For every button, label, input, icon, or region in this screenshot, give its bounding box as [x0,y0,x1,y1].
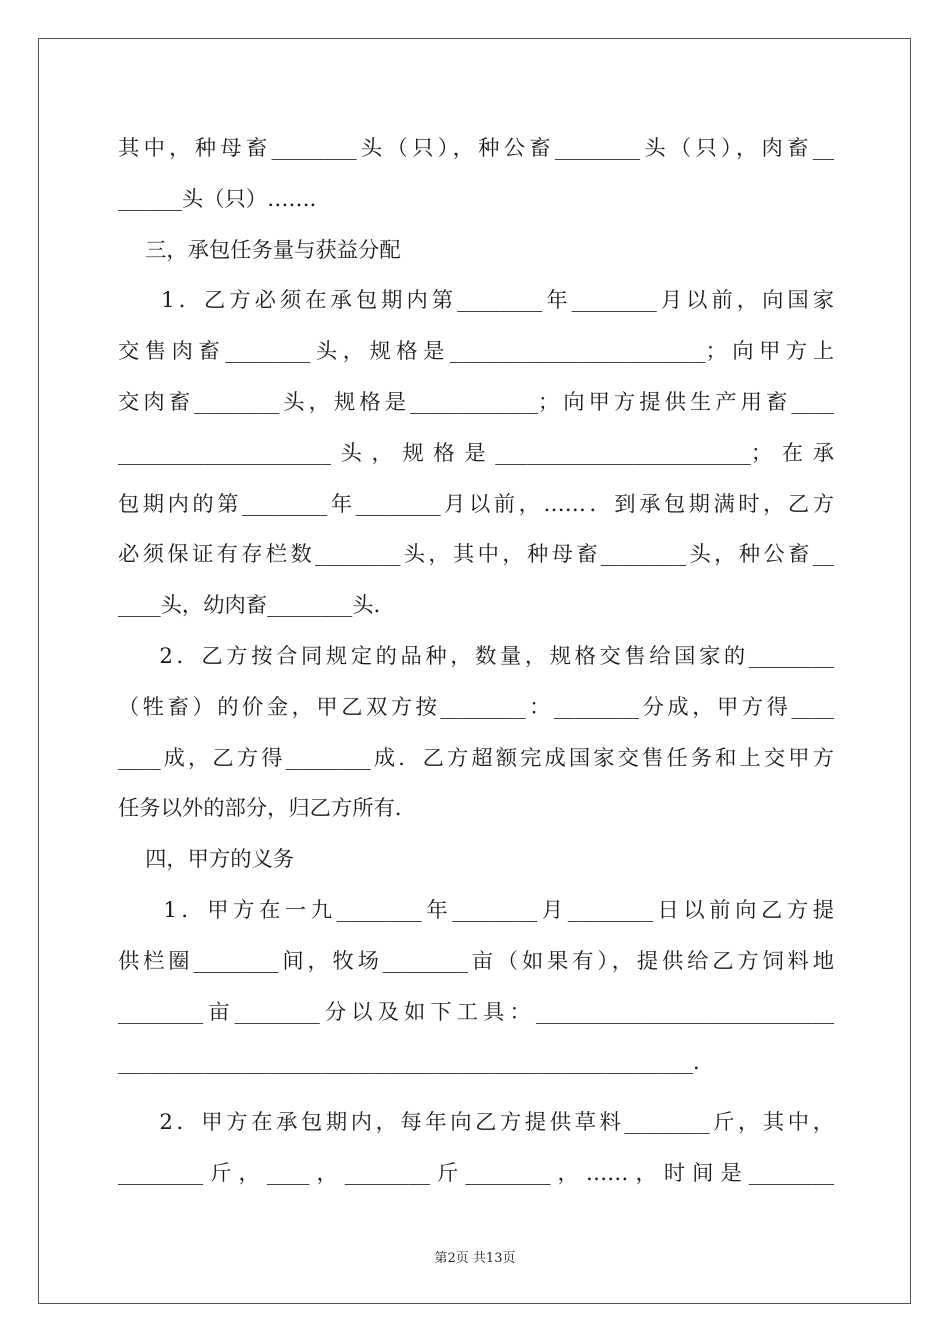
text-line: ____成，乙方得________成．乙方超额完成国家交售任务和上交甲方 [118,745,834,771]
text-line: ________亩________分以及如下工具：____________________________ [118,999,834,1025]
text-line: 1．甲方在一九________年________月________日以前向乙方提 [118,897,834,923]
text-line: 1．乙方必须在承包期内第________年________月以前，向国家 [118,288,834,314]
text-line: 2．乙方按合同规定的品种，数量，规格交售给国家的________ [118,643,834,669]
text-line: 其中，种母畜________头（只），种公畜________头（只），肉畜__ [118,136,834,161]
text-line: （牲畜）的价金，甲乙双方按________：________分成，甲方得____ [118,694,834,720]
text-line: 必须保证有存栏数________头，其中，种母畜________头，种公畜__ [118,542,834,568]
text-line: 2．甲方在承包期内，每年向乙方提供草料________斤，其中， [118,1110,834,1136]
text-line: 交售肉畜________头，规格是________________________；向甲方上 [118,339,834,365]
text-line: ________斤，____，________斤________，……，时间是________ [118,1160,834,1186]
section-heading: 四，甲方的义务 [118,847,295,873]
text-line: ____头，幼肉畜________头． [118,593,395,619]
text-line: ______头（只）……． [118,186,331,212]
text-line: ______________________________________________________． [118,1050,715,1076]
text-line: ____________________头，规格是________________________；在承 [118,440,834,466]
text-line: 包期内的第________年________月以前，……．到承包期满时，乙方 [118,491,834,517]
page-footer: 第2页 共13页 [434,1251,516,1266]
section-heading: 三，承包任务量与获益分配 [118,237,401,263]
text-line: 交肉畜________头，规格是____________；向甲方提供生产用畜____ [118,389,834,415]
text-line: 供栏圈________间，牧场________亩（如果有），提供给乙方饲料地 [118,948,834,974]
document-body [118,124,834,1200]
text-line: 任务以外的部分，归乙方所有． [118,796,417,822]
